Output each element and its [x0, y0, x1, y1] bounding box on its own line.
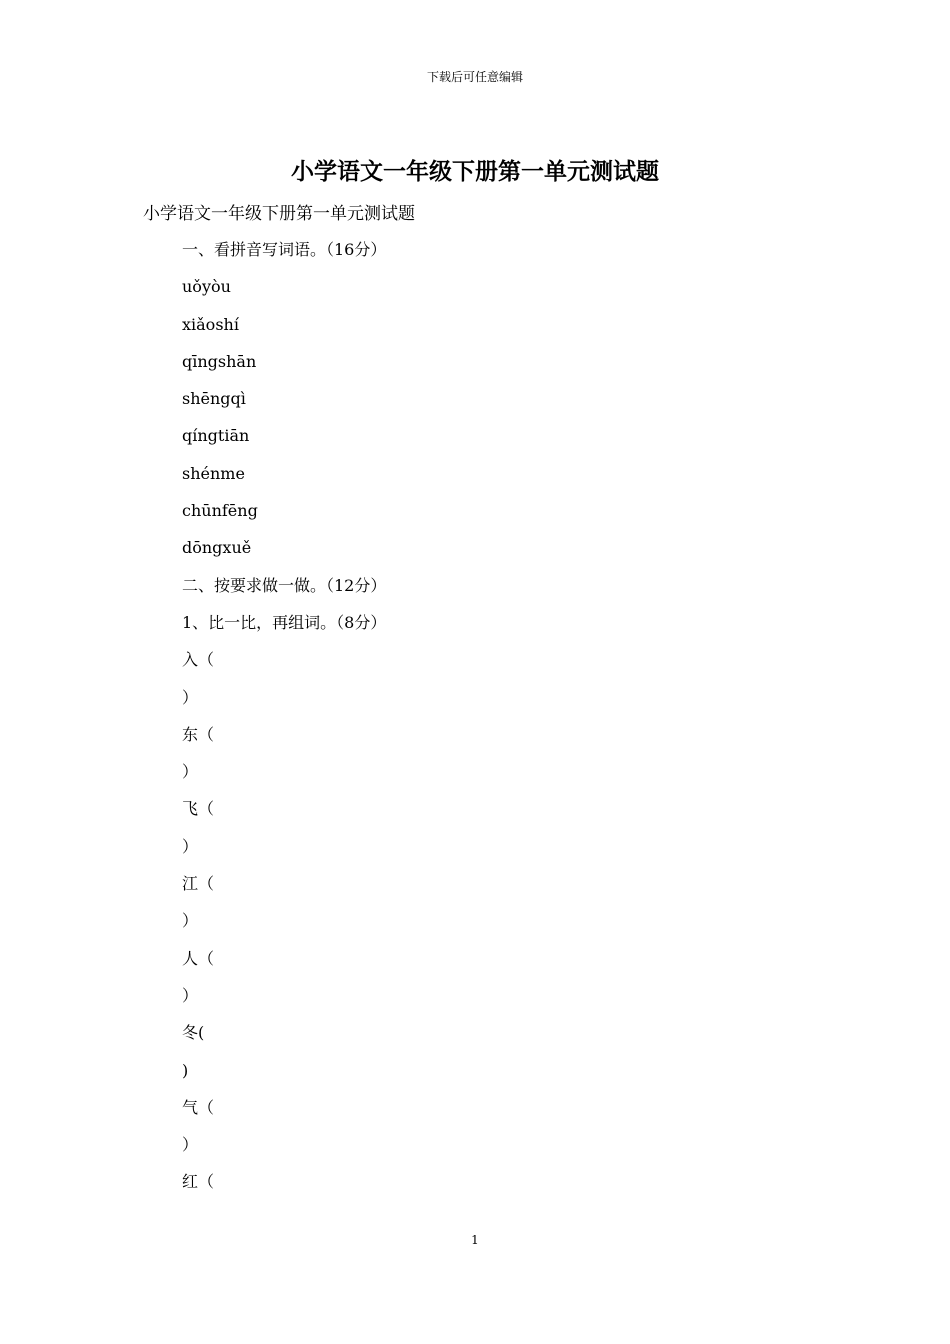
body-line: 一、看拼音写词语。（16分） [182, 240, 387, 259]
body-line: 二、按要求做一做。（12分） [182, 575, 387, 595]
body-line: shēngqì [182, 389, 246, 409]
body-line: ） [182, 687, 199, 707]
page-number: 1 [471, 1233, 479, 1247]
header-note: 下载后可任意编辑 [426, 70, 523, 84]
body-line: 飞（ [182, 799, 215, 819]
body-line: 气（ [182, 1097, 215, 1117]
body-line: qīngshān [182, 351, 257, 371]
body-line: uǒyòu [182, 277, 231, 297]
body-line: ） [182, 836, 199, 856]
body-line: chūnfēng [182, 501, 258, 521]
body-line: shénme [182, 463, 245, 483]
body-line: qíngtiān [182, 426, 250, 446]
body-line: 江（ [182, 874, 215, 894]
body-line: dōngxuě [182, 538, 252, 558]
document-title: 小学语文一年级下册第一单元测试题 [291, 158, 659, 185]
body-line: ） [182, 762, 199, 782]
body-line: ) [182, 1060, 189, 1080]
body-line: ） [182, 985, 199, 1005]
body-line: 入（ [182, 650, 215, 670]
body-line: 冬( [182, 1023, 205, 1043]
body-line: 1、比一比，再组词。（8分） [182, 612, 387, 632]
body-line: xiǎoshí [182, 314, 239, 334]
document-subtitle: 小学语文一年级下册第一单元测试题 [143, 204, 415, 224]
body-line: 红（ [182, 1172, 215, 1192]
body-line: ） [182, 1135, 199, 1155]
body-line: 人（ [182, 948, 215, 968]
body-line: 东（ [182, 724, 215, 744]
body-line: ） [182, 911, 199, 931]
document-body [182, 237, 882, 1207]
